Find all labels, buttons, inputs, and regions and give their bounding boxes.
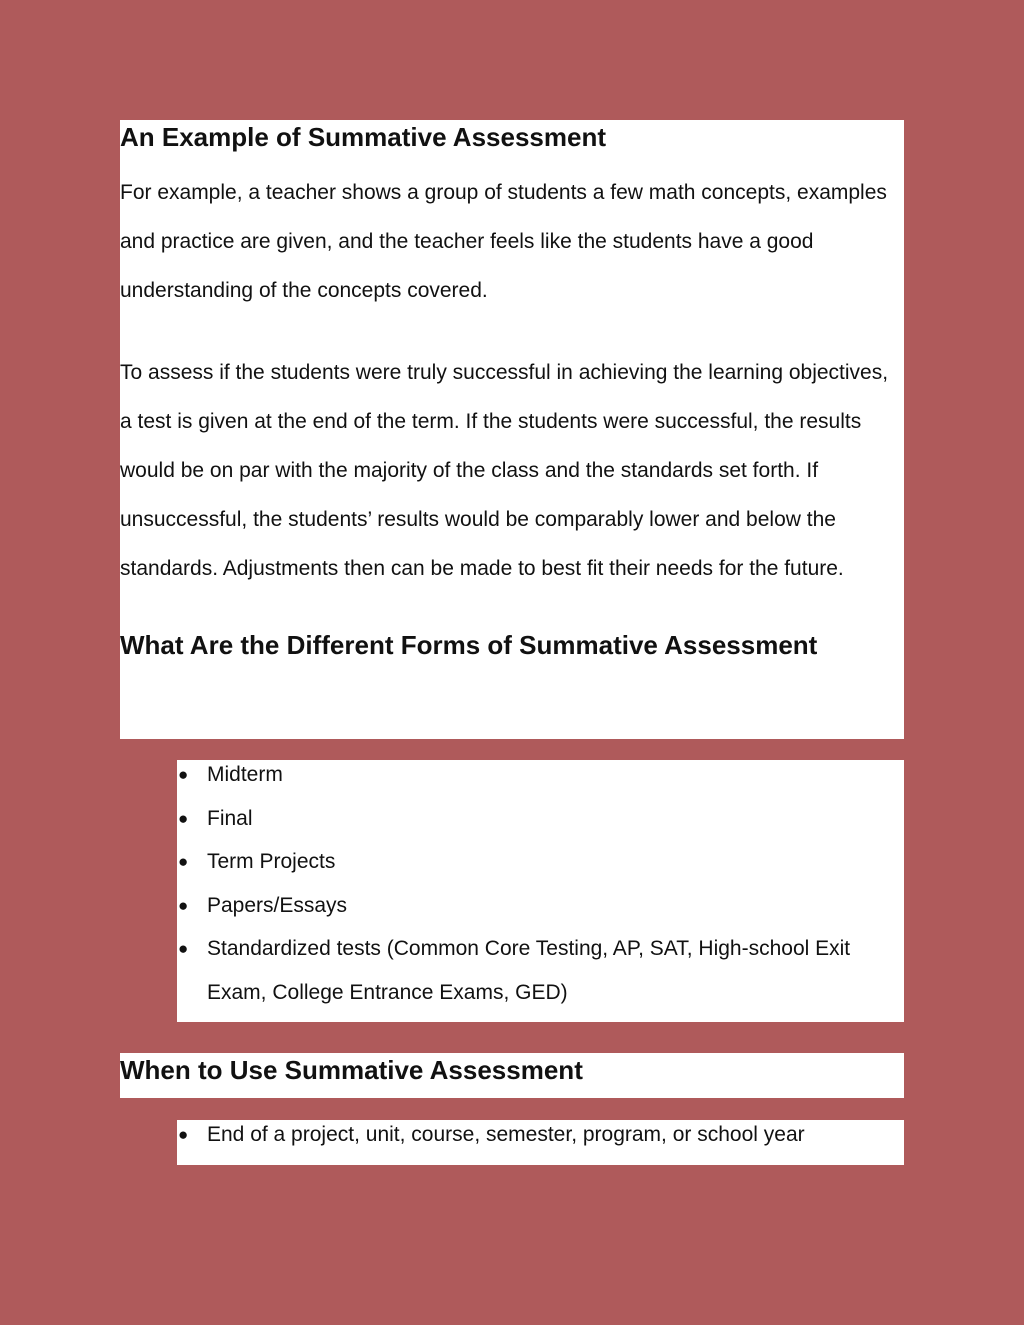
forms-heading: What Are the Different Forms of Summative Assessment	[120, 630, 818, 660]
when-heading: When to Use Summative Assessment	[120, 1055, 583, 1085]
list-item-text: Standardized tests (Common Core Testing, AP, SAT, High-school Exit Exam, College Entrance Exams, GED)	[207, 937, 851, 1004]
when-heading-box	[120, 1053, 904, 1098]
bullet-icon: ●	[178, 939, 189, 958]
list-item-text: Final	[207, 806, 253, 830]
example-paragraph-1: For example, a teacher shows a group of students a few math concepts, examples and practice are given, and the teacher feels like the students have a good understanding of the concepts covered.	[120, 181, 887, 302]
list-item-text: Papers/Essays	[207, 893, 348, 917]
list-item	[177, 753, 904, 797]
list-item	[177, 797, 904, 841]
when-list-box	[177, 1120, 904, 1165]
bullet-icon: ●	[178, 765, 189, 784]
bullet-icon: ●	[178, 808, 189, 828]
list-item-text: Term Projects	[207, 850, 336, 873]
example-heading: An Example of Summative Assessment	[120, 122, 606, 152]
bullet-icon: ●	[178, 1125, 189, 1144]
list-item	[177, 1113, 904, 1157]
list-item-text: End of a project, unit, course, semester, program, or school year	[207, 1123, 805, 1146]
bullet-icon: ●	[178, 852, 189, 871]
when-list	[177, 1113, 904, 1157]
list-item-text: Midterm	[207, 763, 283, 786]
list-item	[177, 884, 904, 928]
list-item	[177, 840, 904, 884]
example-section-box	[120, 120, 904, 739]
forms-list	[177, 753, 904, 1014]
example-paragraph-2: To assess if the students were truly successful in achieving the learning objectives, a test is given at the end of the term. If the students were successful, the results would be on par with the majority of the class and the standards set forth. If unsuccessful, the students’ results would be comparably lower and below the standards. Adjustments then can be made to best fit their needs for the future.	[120, 361, 889, 580]
bullet-icon: ●	[178, 895, 189, 915]
forms-list-box	[177, 760, 904, 1022]
list-item	[177, 927, 904, 1014]
